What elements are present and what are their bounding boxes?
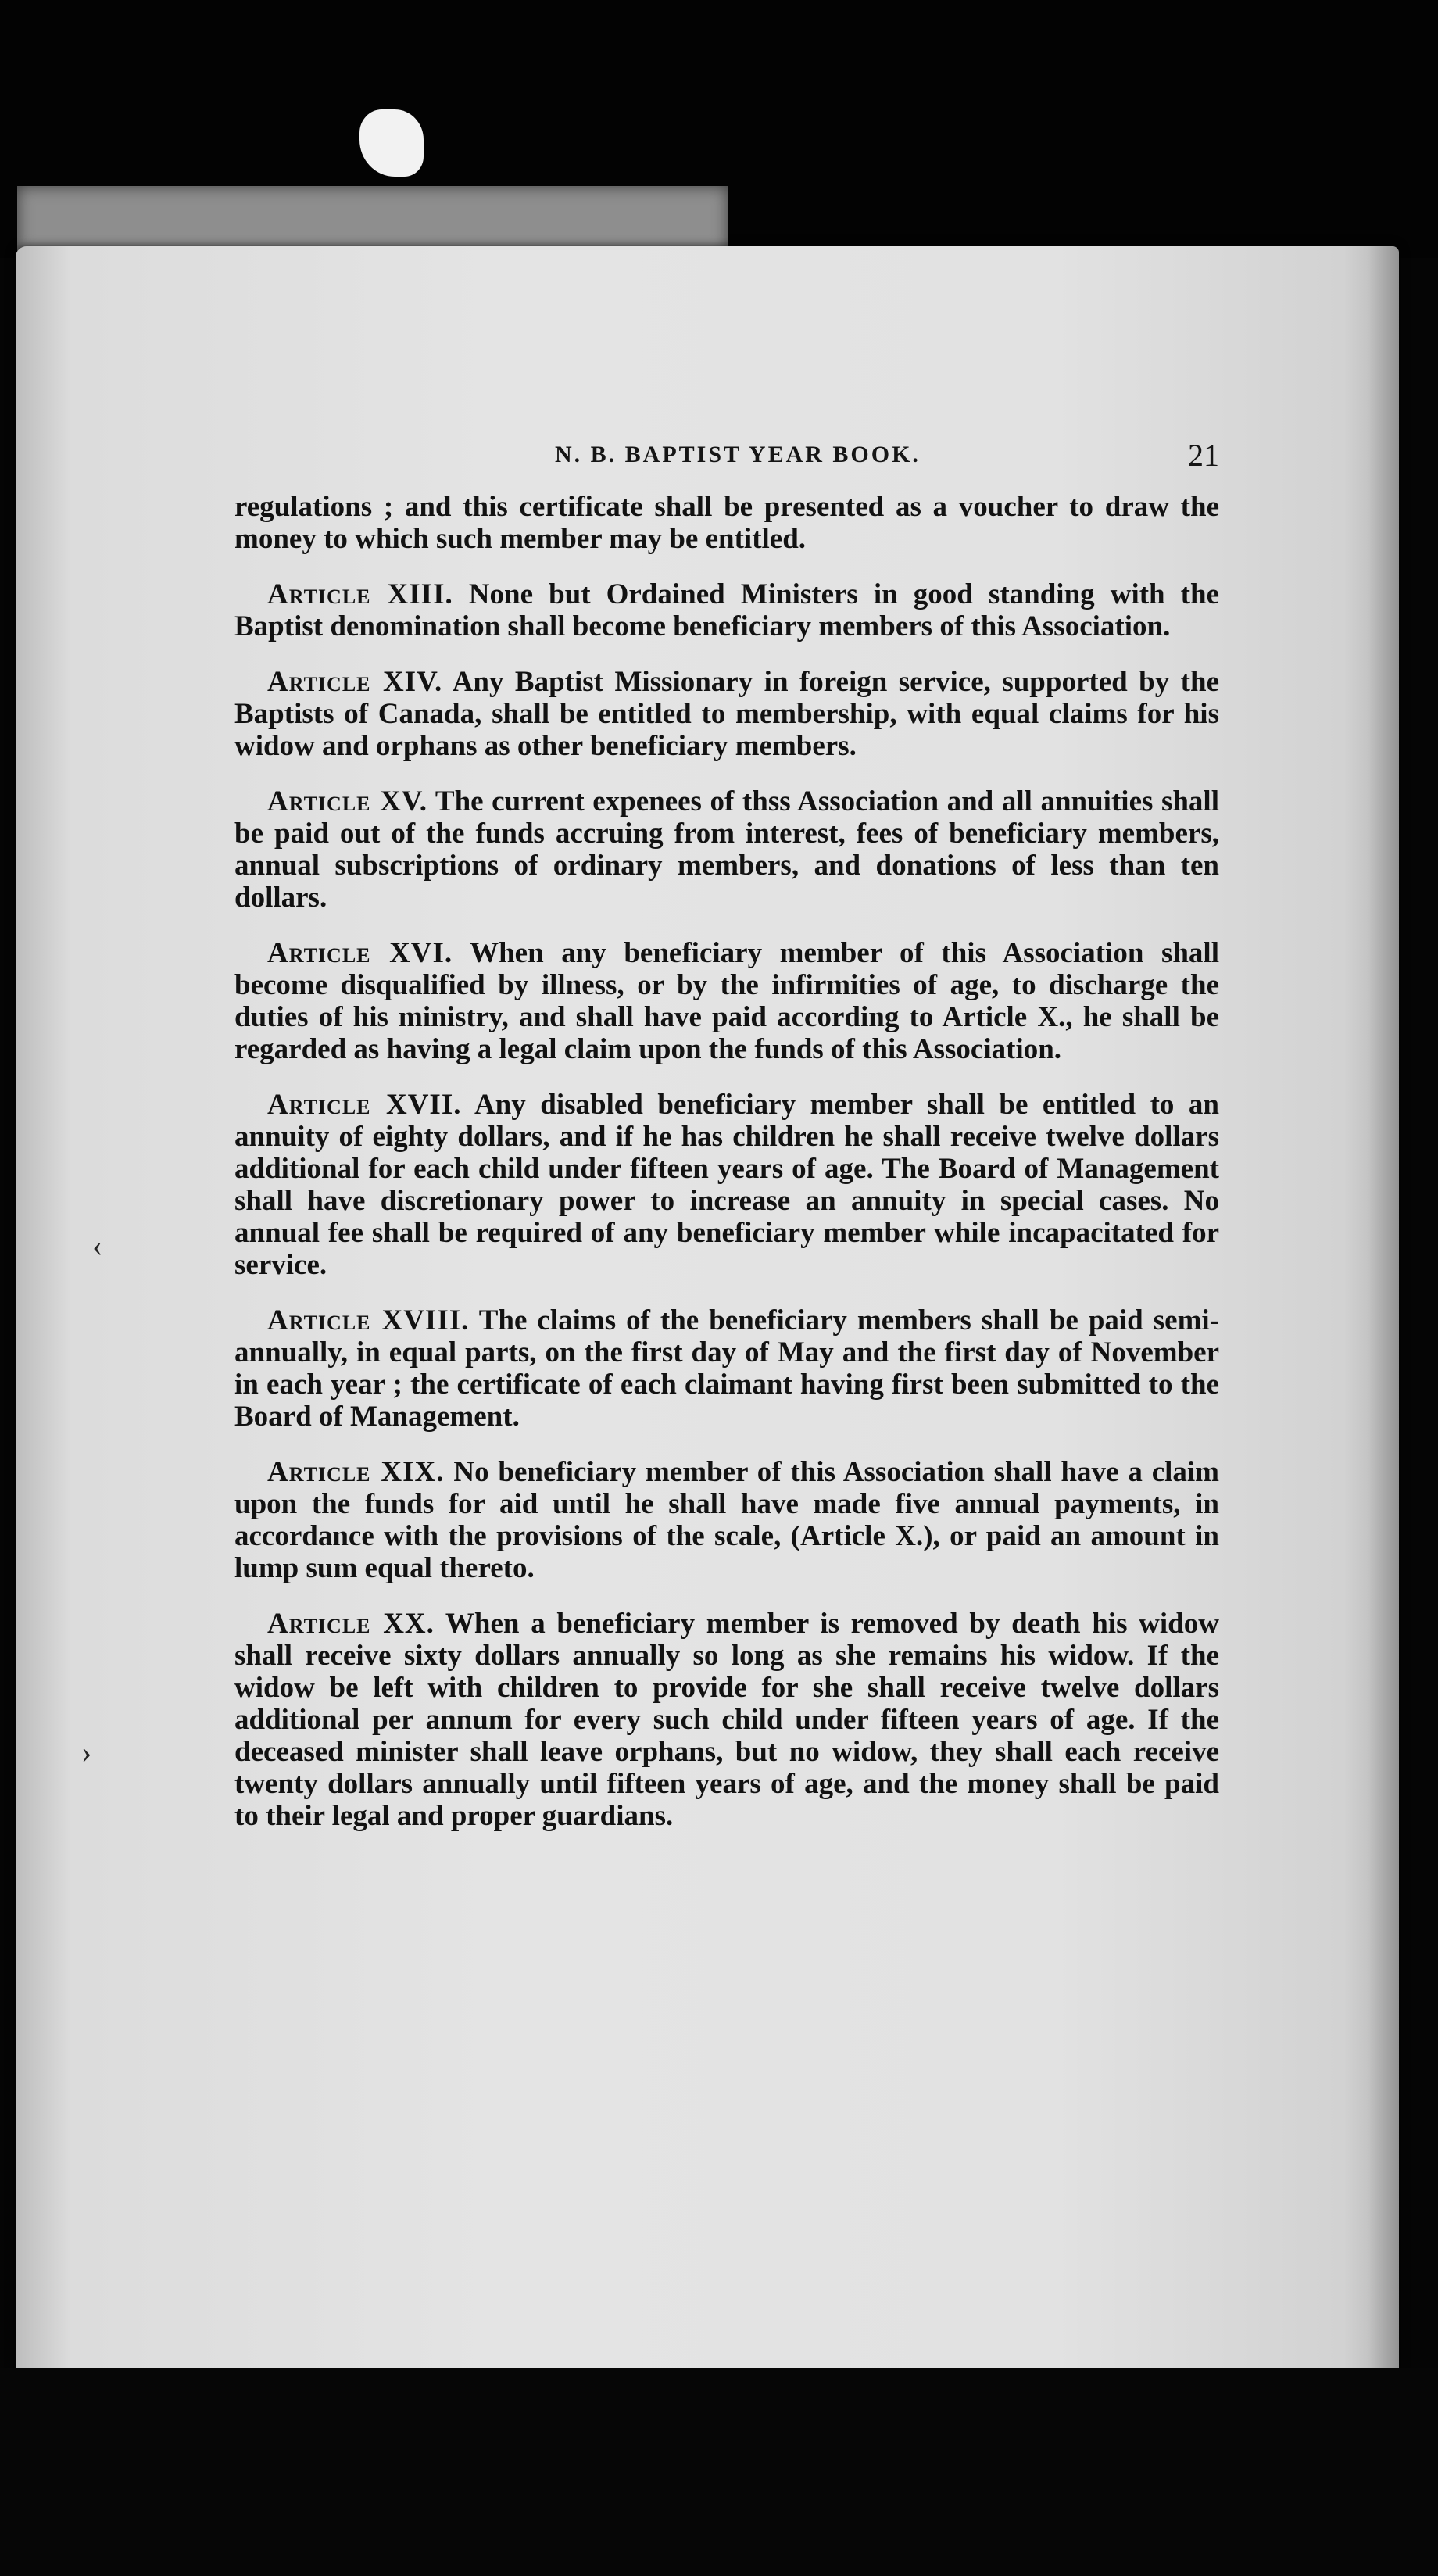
paragraph-text: regulations ; and this certificate shall be presented as a voucher to draw the money to which such member may be entitled. <box>234 491 1219 555</box>
article-label: Article XIX. <box>267 1456 445 1488</box>
scan-background-bottom <box>0 2368 1438 2576</box>
article-label: Article XX. <box>267 1608 435 1640</box>
margin-mark: ‹ <box>92 1228 103 1263</box>
body-text <box>234 491 1219 1855</box>
article-18 <box>234 1304 1219 1433</box>
article-label: Article XIV. <box>267 666 443 698</box>
article-15 <box>234 785 1219 914</box>
article-text: The claims of the beneficiary members shall be paid semi-annually, in equal parts, on the first day of May and the first day of November in each year ; the certificate of each claimant having first been submitted to the Board of Management. <box>234 1304 1219 1433</box>
article-label: Article XIII. <box>267 578 453 610</box>
article-20 <box>234 1608 1219 1832</box>
page-number: 21 <box>1188 438 1219 473</box>
article-text: When a beneficiary member is removed by death his widow shall receive sixty dollars annually so long as she remains his widow. If the widow be left with children to provide for she shall receive twelve dollars additional per annum for every such child under fifteen years of age. If the deceased minister shall leave orphans, but no widow, they shall each receive twenty dollars annually until fifteen years of age, and the money shall be paid to their legal and proper guardians. <box>234 1608 1219 1832</box>
article-16 <box>234 937 1219 1065</box>
article-label: Article XVII. <box>267 1089 462 1121</box>
page-header <box>258 438 1219 481</box>
article-text: Any Baptist Missionary in foreign service, supported by the Baptists of Canada, shall be entitled to membership, with equal claims for his widow and orphans as other beneficiary members. <box>234 666 1219 762</box>
page-edge-shadow <box>1368 246 1399 2435</box>
article-label: Article XVIII. <box>267 1304 470 1336</box>
article-19 <box>234 1456 1219 1584</box>
article-17 <box>234 1089 1219 1281</box>
article-text: No beneficiary member of this Association shall have a claim upon the funds for aid until he shall have made five annual payments, in accordance with the provisions of the scale, (Article X.), or paid an amount in lump sum equal thereto. <box>234 1456 1220 1584</box>
article-13 <box>234 578 1219 642</box>
article-label: Article XVI. <box>267 937 453 969</box>
margin-mark: › <box>81 1734 92 1769</box>
paragraph-continued <box>234 491 1219 555</box>
article-14 <box>234 666 1219 762</box>
article-text: The current expenees of thss Association and all annuities shall be paid out of the funds accruing from interest, fees of beneficiary members, annual subscriptions of ordinary members, and donations of less than ten dollars. <box>234 785 1219 914</box>
article-text: When any beneficiary member of this Association shall become disqualified by illness, or by the infirmities of age, to discharge the duties of his ministry, and shall have paid according to Article X., he shall be regarded as having a legal claim upon the funds of this Association. <box>234 937 1219 1065</box>
article-label: Article XV. <box>267 785 427 818</box>
article-text: None but Ordained Ministers in good standing with the Baptist denomination shall become beneficiary members of this Association. <box>234 578 1220 642</box>
running-head: N. B. BAPTIST YEAR BOOK. <box>555 442 921 467</box>
article-text: Any disabled beneficiary member shall be entitled to an annuity of eighty dollars, and if he has children he shall receive twelve dollars additional for each child under fifteen years of age. The Board of Management shall have discretionary power to increase an annuity in special cases. No annual fee shall be required of any beneficiary member while incapacitated for service. <box>234 1089 1219 1281</box>
